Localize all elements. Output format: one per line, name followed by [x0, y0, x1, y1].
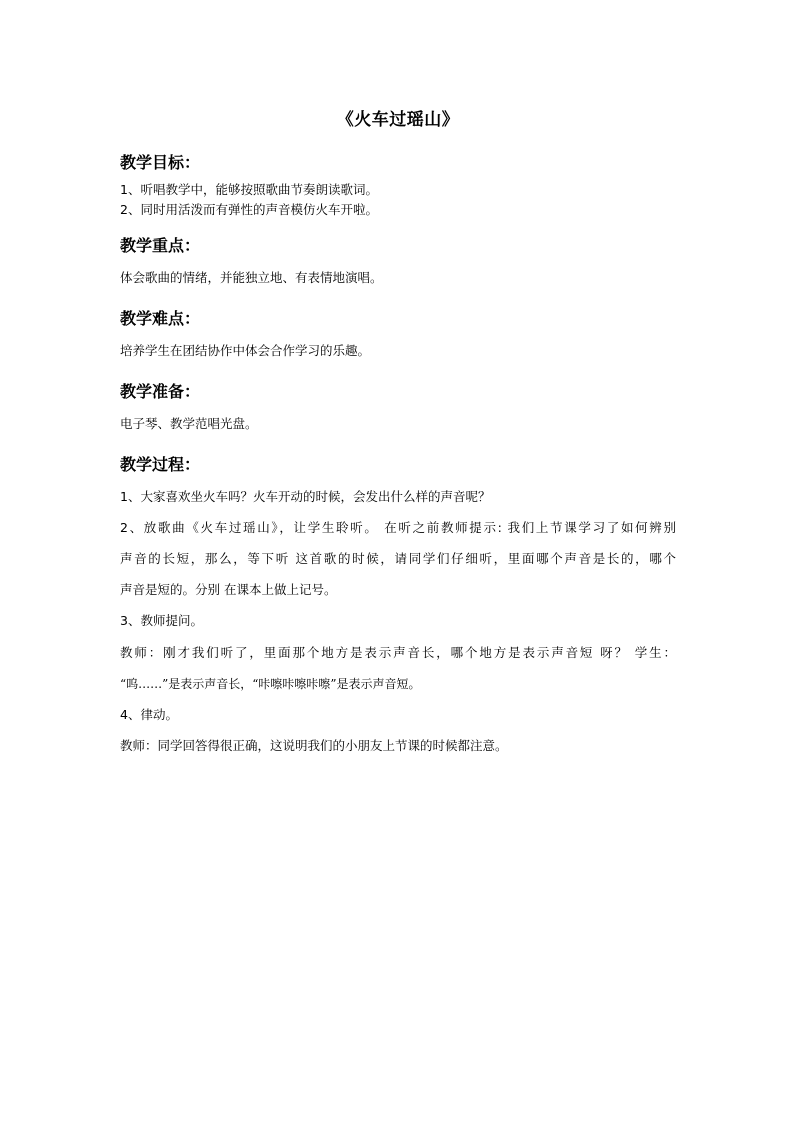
- preparation-line-1: 电子琴、教学范唱光盘。: [120, 416, 258, 431]
- process-line-3: 声音的长短，那么，等下听 这首歌的时候，请同学们仔细听，里面哪个声音是长的，哪个: [120, 551, 676, 566]
- process-line-4: 声音是短的。分别 在课本上做上记号。: [120, 582, 337, 597]
- objectives-heading: 教学目标：: [120, 153, 201, 172]
- objectives-line-2: 2、同时用活泼而有弹性的声音模仿火车开啦。: [120, 202, 378, 217]
- key-points-line-1: 体会歌曲的情绪，并能独立地、有表情地演唱。: [120, 270, 383, 285]
- process-line-8: 4、律动。: [120, 707, 178, 722]
- key-points-heading: 教学重点：: [120, 236, 201, 255]
- difficulties-heading: 教学难点：: [120, 309, 201, 328]
- process-line-9: 教师：同学回答得很正确，这说明我们的小朋友上节课的时候都注意。: [120, 738, 508, 753]
- process-line-2: 2、放歌曲《火车过瑶山》，让学生聆听。 在听之前教师提示: 我们上节课学习了如何辨别: [120, 520, 676, 535]
- process-line-1: 1、大家喜欢坐火车吗？火车开动的时候，会发出什么样的声音呢？: [120, 489, 491, 504]
- process-heading: 教学过程：: [120, 455, 201, 474]
- objectives-line-1: 1、听唱教学中，能够按照歌曲节奏朗读歌词。: [120, 182, 378, 197]
- process-line-5: 3、教师提问。: [120, 613, 203, 628]
- document-title: 《火车过瑶山》: [336, 110, 460, 130]
- preparation-heading: 教学准备：: [120, 382, 201, 401]
- difficulties-line-1: 培养学生在团结协作中体会合作学习的乐趣。: [120, 343, 371, 358]
- process-line-7: “呜……”是表示声音长，“咔嚓咔嚓咔嚓”是表示声音短。: [120, 677, 421, 691]
- process-line-6: 教师：刚才我们听了，里面那个地方是表示声音长，哪个地方是表示声音短 呀？ 学生：: [120, 645, 676, 660]
